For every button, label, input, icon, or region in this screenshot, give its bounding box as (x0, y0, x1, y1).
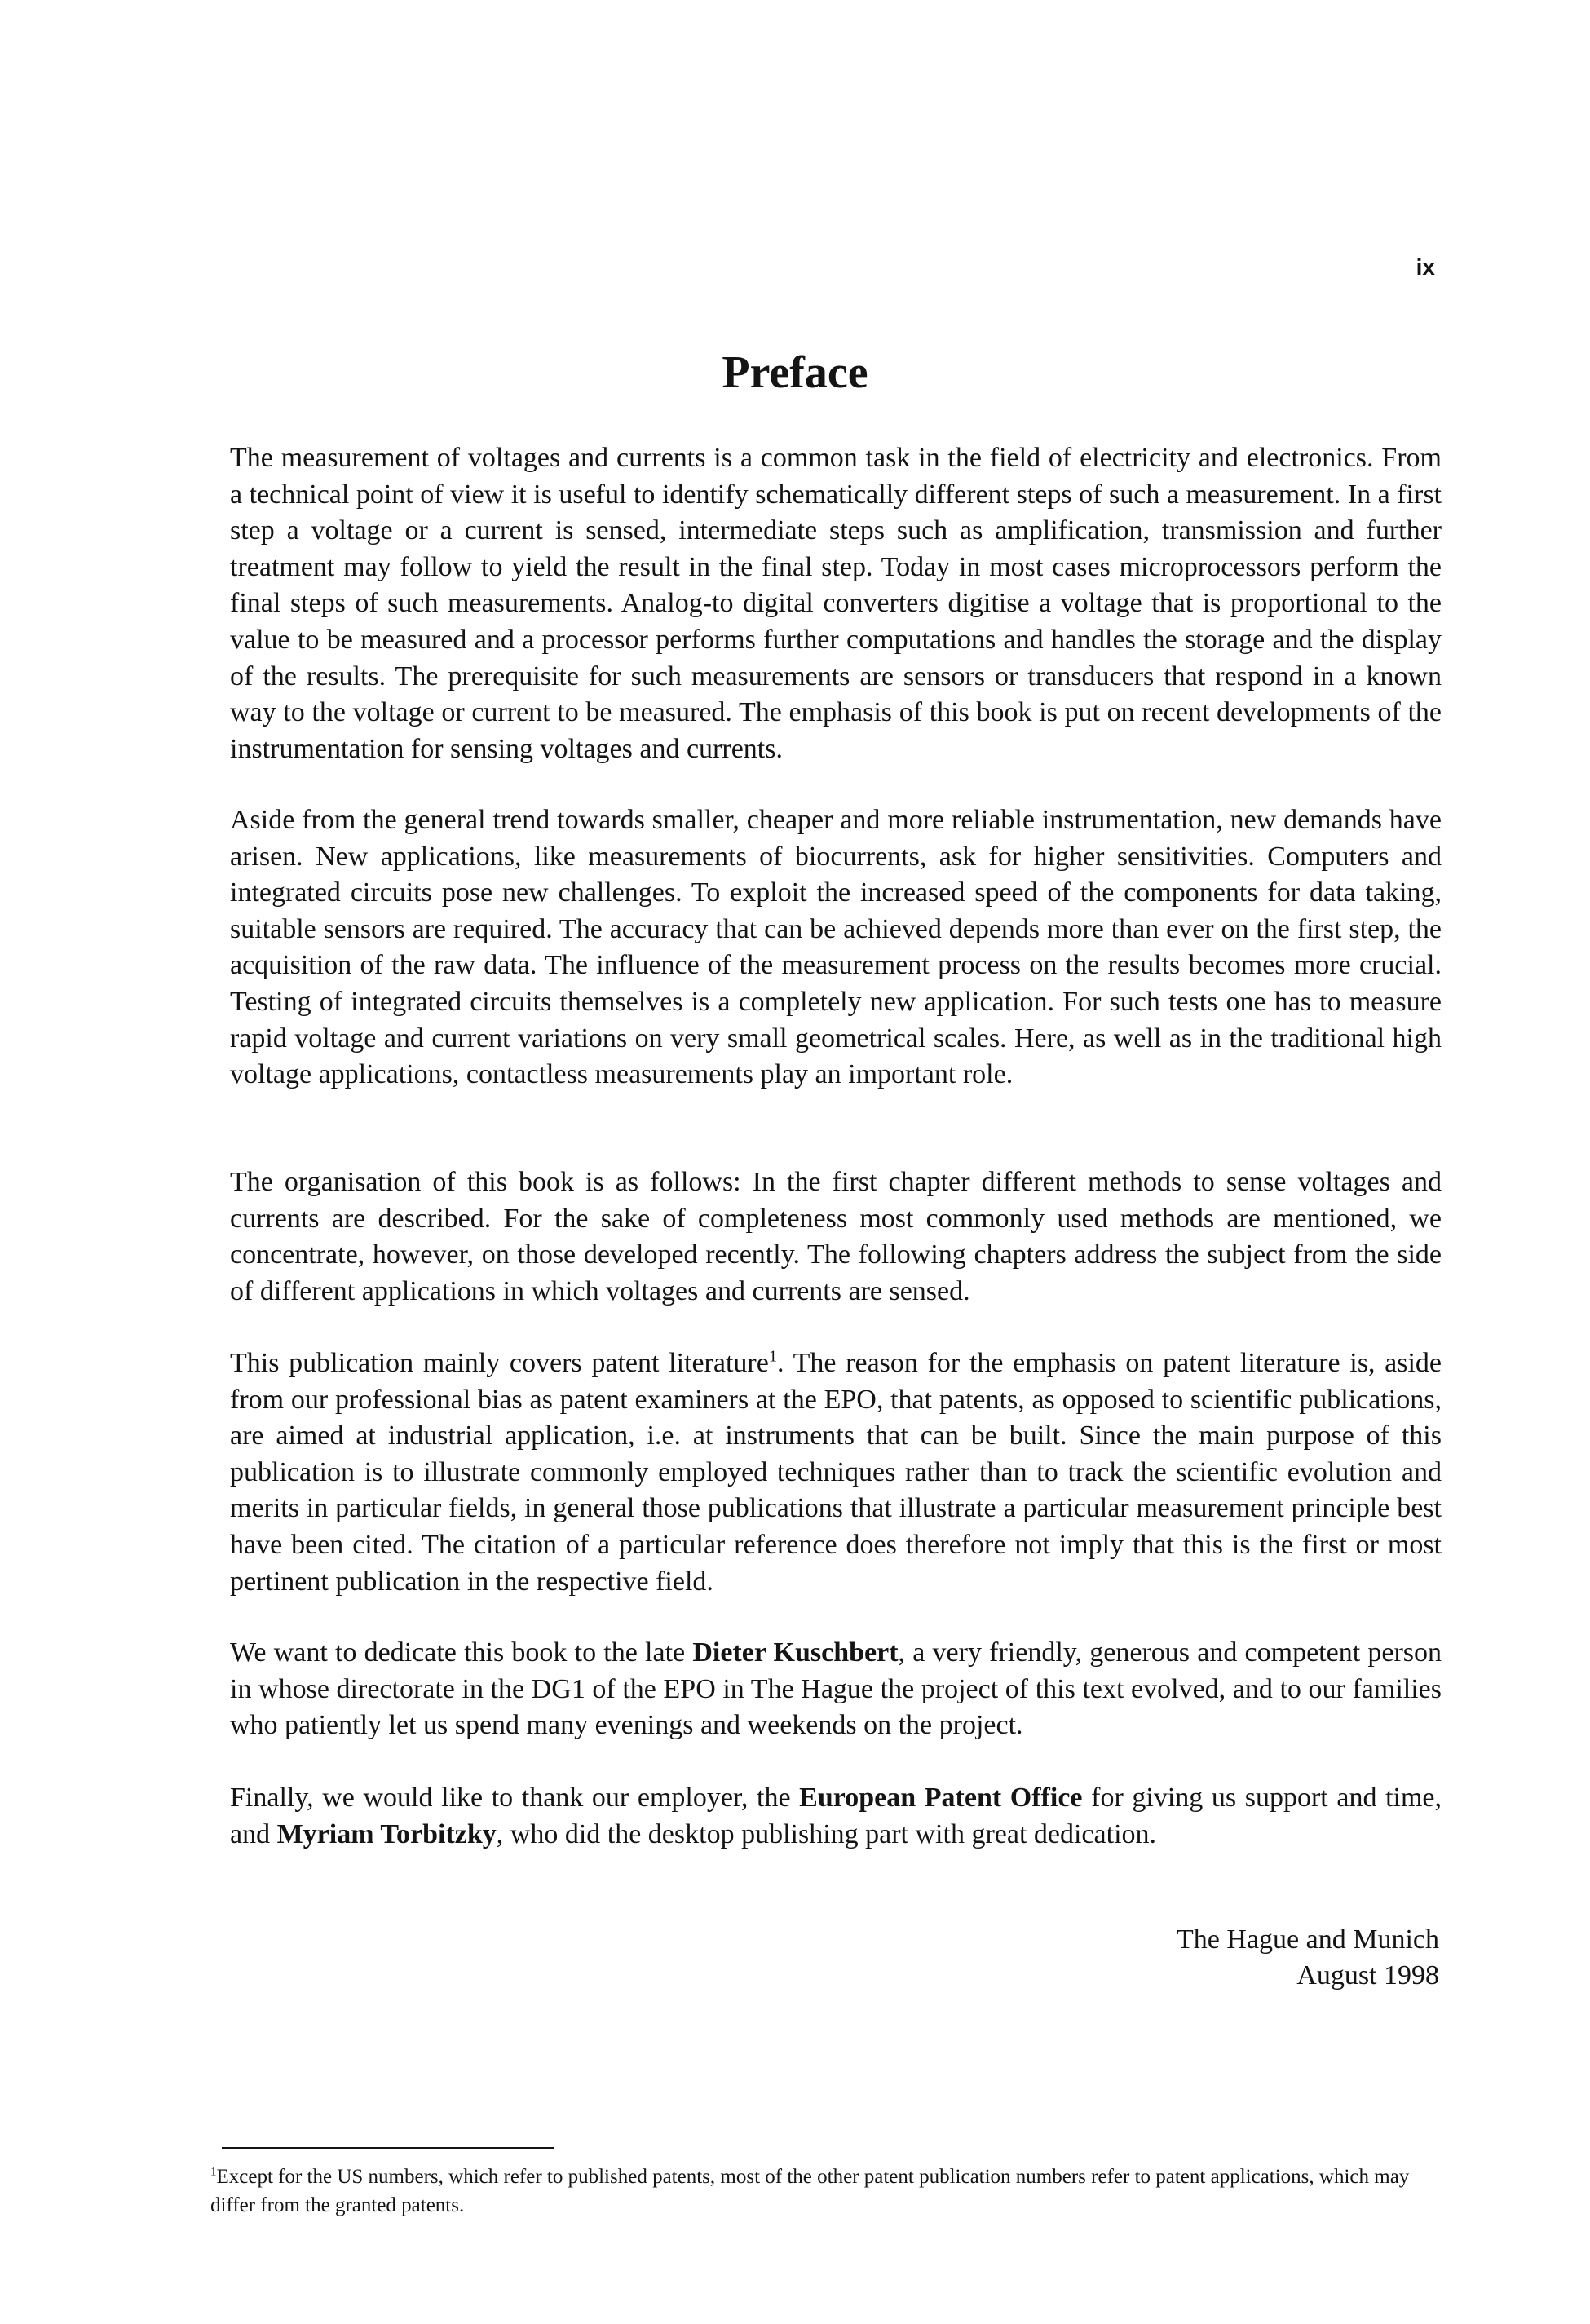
paragraph-text: . The reason for the emphasis on patent literature is, aside from our professional bias as patent examiners at the EPO, that patents, as opposed to scientific publications, are aimed at industrial application, i.e. at instruments that can be built. Since the main purpose of this publication is to illustrate commonly employed techniques rather than to track the scientific evolution and merits in particular fields, in general those publications that illustrate a particular measurement principle best have been cited. The citation of a particular reference does therefore not imply that this is the first or most pertinent publication in the respective field. (230, 1348, 1442, 1597)
paragraph-text: This publication mainly covers patent literature (230, 1348, 769, 1378)
paragraph-patent-literature (230, 1345, 1442, 1600)
paragraph-text: , a very friendly, generous and competent person in whose directorate in the DG1 of the EPO in The Hague the project of this text evolved, and to our families who patiently let us spend many evenings and weekends on the project. (230, 1637, 1442, 1741)
signature-place: The Hague and Munich (1177, 1924, 1439, 1955)
dedicated-person-name: Dieter Kuschbert (692, 1637, 899, 1668)
signature-date: August 1998 (1296, 1960, 1439, 1990)
organisation-name: European Patent Office (799, 1783, 1083, 1813)
footnote-divider (222, 2147, 554, 2149)
footnote-reference: 1 (768, 1347, 778, 1366)
page-title: Preface (722, 347, 868, 398)
paragraph-new-demands: Aside from the general trend towards smaller, cheaper and more reliable instrumentation, new demands have arisen. New applications, like measurements of biocurrents, ask for higher sensitivities. Computers and integrated circuits pose new challenges. To exploit the increased speed of the components for data taking, suitable sensors are required. The accuracy that can be achieved depends more than ever on the first step, the acquisition of the raw data. The influence of the measurement process on the results becomes more crucial. Testing of integrated circuits themselves is a completely new application. For such tests one has to measure rapid voltage and current variations on very small geometrical scales. Here, as well as in the traditional high voltage applications, contactless measurements play an important role. (230, 805, 1442, 1090)
page-number: ix (1416, 254, 1435, 280)
signature-block (1060, 1922, 1439, 1994)
footnote-marker: 1 (210, 2165, 217, 2179)
paragraph-text: for giving us support and time, and (230, 1783, 1442, 1849)
acknowledged-person-name: Myriam Torbitzky (276, 1818, 497, 1849)
footnote (210, 2163, 1433, 2220)
paragraph-organisation: The organisation of this book is as follows: In the first chapter different methods to sense voltages and currents are described. For the sake of completeness most commonly used methods are mentioned, we concentrate, however, on those developed recently. The following chapters address the subject from the side of different applications in which voltages and currents are sensed. (230, 1167, 1442, 1306)
paragraph-intro: The measurement of voltages and currents is a common task in the field of electricity and electronics. From a technical point of view it is useful to identify schematically different steps of such a measurement. In a first step a voltage or a current is sensed, intermediate steps such as amplification, transmission and further treatment may follow to yield the result in the final step. Today in most cases microprocessors perform the final steps of such measurements. Analog-to digital converters digitise a voltage that is proportional to the value to be measured and a processor performs further computations and handles the storage and the display of the results. The prerequisite for such measurements are sensors or transducers that respond in a known way to the voltage or current to be measured. The emphasis of this book is put on recent developments of the instrumentation for sensing voltages and currents. (230, 443, 1442, 764)
paragraph-dedication (230, 1635, 1442, 1744)
paragraph-acknowledgements (230, 1780, 1442, 1853)
footnote-text: Except for the US numbers, which refer to published patents, most of the other patent publication numbers refer to patent applications, which may differ from the granted patents. (210, 2166, 1410, 2216)
paragraph-text: Finally, we would like to thank our employer, the (230, 1783, 800, 1813)
paragraph-text: , who did the desktop publishing part with great dedication. (496, 1818, 1157, 1849)
paragraph-text: We want to dedicate this book to the late (230, 1637, 693, 1668)
